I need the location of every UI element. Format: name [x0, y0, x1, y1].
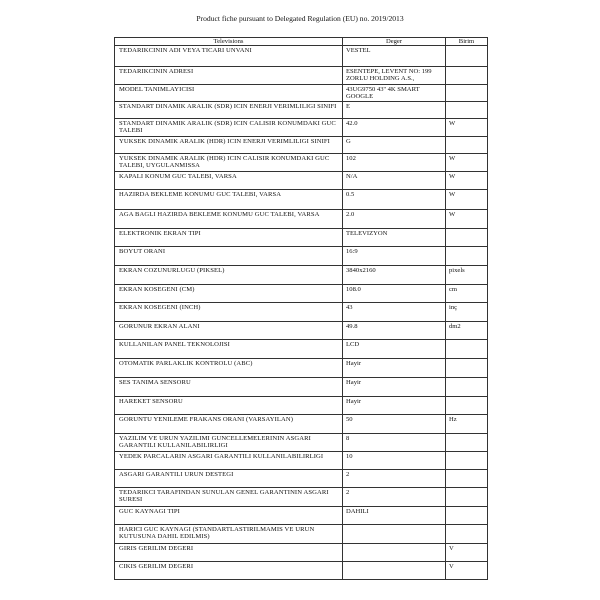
row-unit	[446, 84, 488, 102]
table-body	[115, 46, 488, 580]
row-unit	[446, 340, 488, 359]
row-unit	[446, 525, 488, 544]
row-unit	[446, 507, 488, 525]
row-label: OTOMATIK PARLAKLIK KONTROLU (ABC)	[115, 359, 343, 378]
row-value: 43	[343, 303, 446, 322]
row-value: 2.0	[343, 210, 446, 229]
row-value: 43UG9750 43'' 4K SMART GOOGLE	[343, 84, 446, 102]
table-row	[115, 229, 488, 247]
row-value: 3840x2160	[343, 266, 446, 285]
row-unit	[446, 378, 488, 397]
table-row	[115, 84, 488, 102]
row-unit	[446, 470, 488, 488]
row-value: N/A	[343, 172, 446, 190]
row-unit: pixels	[446, 266, 488, 285]
row-unit	[446, 434, 488, 452]
table-row	[115, 247, 488, 266]
table-row	[115, 172, 488, 190]
row-unit: W	[446, 119, 488, 137]
row-value: 10	[343, 452, 446, 470]
row-unit	[446, 46, 488, 67]
row-unit: W	[446, 154, 488, 172]
row-label: YEDEK PARCALARIN ASGARI GARANTILI KULLANILABILIRLIGI	[115, 452, 343, 470]
table-row	[115, 303, 488, 322]
row-value: DAHILI	[343, 507, 446, 525]
row-unit: W	[446, 172, 488, 190]
row-label: HARICI GUC KAYNAGI (STANDARTLASTIRILMAMIS VE URUN KUTUSUNA DAHIL EDILMIS)	[115, 525, 343, 544]
table-row	[115, 322, 488, 340]
row-unit	[446, 359, 488, 378]
row-unit: inç	[446, 303, 488, 322]
row-value: 49.8	[343, 322, 446, 340]
header-deger: Deger	[343, 38, 446, 46]
document-title: Product fiche pursuant to Delegated Regulation (EU) no. 2019/2013	[196, 14, 404, 23]
row-value	[343, 562, 446, 580]
table-row	[115, 544, 488, 562]
header-televisions: Televisions	[115, 38, 343, 46]
row-label: MODEL TANIMLAYICISI	[115, 84, 343, 102]
row-label: GORUNUR EKRAN ALANI	[115, 322, 343, 340]
row-value: TELEVIZYON	[343, 229, 446, 247]
table-row	[115, 415, 488, 434]
table-header-row	[115, 38, 488, 46]
row-unit: V	[446, 562, 488, 580]
row-label: EKRAN COZUNURLUGU (PIKSEL)	[115, 266, 343, 285]
table-row	[115, 507, 488, 525]
table-row	[115, 525, 488, 544]
table-row	[115, 434, 488, 452]
row-unit	[446, 102, 488, 119]
row-unit	[446, 229, 488, 247]
table-row	[115, 488, 488, 507]
row-label: GUC KAYNAGI TIPI	[115, 507, 343, 525]
row-label: HAZIRDA BEKLEME KONUMU GUC TALEBI, VARSA	[115, 190, 343, 210]
table-row	[115, 340, 488, 359]
row-label: AGA BAGLI HAZIRDA BEKLEME KONUMU GUC TALEBI, VARSA	[115, 210, 343, 229]
row-value: VESTEL	[343, 46, 446, 67]
row-label: EKRAN KOSEGENI (CM)	[115, 285, 343, 303]
table-row	[115, 190, 488, 210]
row-unit: cm	[446, 285, 488, 303]
row-value: 108.0	[343, 285, 446, 303]
row-value: 0.5	[343, 190, 446, 210]
row-value: Hayir	[343, 378, 446, 397]
table-row	[115, 359, 488, 378]
row-value: Hayir	[343, 359, 446, 378]
row-value: 42.0	[343, 119, 446, 137]
table-row	[115, 397, 488, 415]
row-label: EKRAN KOSEGENI (INCH)	[115, 303, 343, 322]
table-row	[115, 378, 488, 397]
row-label: TEDARIKCININ ADI VEYA TICARI UNVANI	[115, 46, 343, 67]
row-label: GIRIS GERILIM DEGERI	[115, 544, 343, 562]
row-label: YUKSEK DINAMIK ARALIK (HDR) ICIN CALISIR KONUMDAKI GUC TALEBI, UYGULANMISSA	[115, 154, 343, 172]
row-unit	[446, 397, 488, 415]
row-label: CIKIS GERILIM DEGERI	[115, 562, 343, 580]
row-label: SES TANIMA SENSORU	[115, 378, 343, 397]
row-unit	[446, 452, 488, 470]
table-row	[115, 562, 488, 580]
row-value: 50	[343, 415, 446, 434]
row-label: KAPALI KONUM GUC TALEBI, VARSA	[115, 172, 343, 190]
row-unit: V	[446, 544, 488, 562]
row-unit	[446, 67, 488, 85]
header-birim: Birim	[446, 38, 488, 46]
row-value	[343, 525, 446, 544]
row-label: BOYUT ORANI	[115, 247, 343, 266]
table-row	[115, 46, 488, 67]
row-unit: W	[446, 190, 488, 210]
row-label: YAZILIM VE URUN YAZILIMI GUNCELLEMELERININ ASGARI GARANTILI KULLANILABILIRLIGI	[115, 434, 343, 452]
row-value	[343, 544, 446, 562]
table-row	[115, 452, 488, 470]
table-row	[115, 285, 488, 303]
row-value: 102	[343, 154, 446, 172]
row-label: YUKSEK DINAMIK ARALIK (HDR) ICIN ENERJI VERIMLILIGI SINIFI	[115, 137, 343, 154]
row-label: KULLANILAN PANEL TEKNOLOJISI	[115, 340, 343, 359]
row-unit: Hz	[446, 415, 488, 434]
row-unit	[446, 488, 488, 507]
row-unit: dm2	[446, 322, 488, 340]
row-unit: W	[446, 210, 488, 229]
table-row	[115, 67, 488, 85]
row-label: TEDARIKCI TARAFINDAN SUNULAN GENEL GARANTININ ASGARI SURESI	[115, 488, 343, 507]
row-label: ASGARI GARANTILI URUN DESTEGI	[115, 470, 343, 488]
row-value: 2	[343, 488, 446, 507]
table-row	[115, 119, 488, 137]
row-label: HAREKET SENSORU	[115, 397, 343, 415]
row-value: 8	[343, 434, 446, 452]
table-row	[115, 154, 488, 172]
row-value: 2	[343, 470, 446, 488]
row-value: G	[343, 137, 446, 154]
row-label: ELEKTRONIK EKRAN TIPI	[115, 229, 343, 247]
row-label: GORUNTU YENILEME FRAKANS ORANI (VARSAYILAN)	[115, 415, 343, 434]
row-value: Hayir	[343, 397, 446, 415]
row-unit	[446, 137, 488, 154]
table-row	[115, 102, 488, 119]
table-row	[115, 470, 488, 488]
row-label: TEDARIKCININ ADRESI	[115, 67, 343, 85]
row-value: E	[343, 102, 446, 119]
product-fiche-table	[114, 37, 488, 580]
row-value: 16:9	[343, 247, 446, 266]
row-label: STANDART DINAMIK ARALIK (SDR) ICIN ENERJI VERIMLILIGI SINIFI	[115, 102, 343, 119]
row-value: LCD	[343, 340, 446, 359]
row-value: ESENTEPE, LEVENT NO: 199 ZORLU HOLDING A.S.,	[343, 67, 446, 85]
table-row	[115, 137, 488, 154]
table-row	[115, 266, 488, 285]
table-row	[115, 210, 488, 229]
row-unit	[446, 247, 488, 266]
row-label: STANDART DINAMIK ARALIK (SDR) ICIN CALISIR KONUMDAKI GUC TALEBI	[115, 119, 343, 137]
